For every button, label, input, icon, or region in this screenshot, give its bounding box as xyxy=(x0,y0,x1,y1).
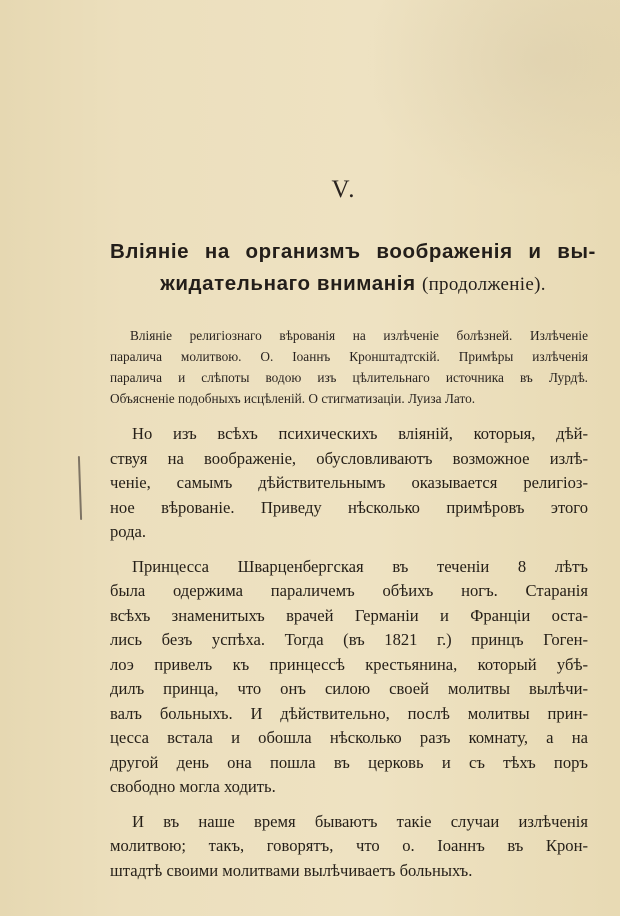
text-line: лись безъ успѣха. Тогда (въ 1821 г.) принцъ Гоген- xyxy=(110,630,588,649)
chapter-title xyxy=(110,236,596,301)
paragraph-2 xyxy=(110,555,588,800)
text-line: лоэ привелъ къ принцессѣ крестьянина, который убѣ- xyxy=(110,654,588,674)
text-line: валъ больныхъ. И дѣйствительно, послѣ молитвы прин- xyxy=(110,703,588,723)
text-line: другой день она пошла въ церковь и съ тѣхъ поръ xyxy=(110,752,588,772)
text-line: ченіе, самымъ дѣйствительнымъ оказывается религіоз- xyxy=(110,473,588,492)
text-line: штадтѣ своими молитвами вылѣчиваетъ больныхъ. xyxy=(110,860,473,880)
chapter-number: V. xyxy=(331,176,357,203)
text-line: И въ наше время бываютъ такіе случаи излѣченія xyxy=(132,811,588,831)
text-line: всѣхъ знаменитыхъ врачей Германіи и Франціи оста- xyxy=(110,605,588,625)
text-line: дилъ принца, что онъ силою своей молитвы вылѣчи- xyxy=(110,679,588,698)
text-line: рода. xyxy=(110,522,147,541)
synopsis-line: паралича молитвою. О. Іоаннъ Кронштадтскій. Примѣры излѣченія xyxy=(110,349,588,364)
synopsis-line: Объясненіе подобныхъ исцѣленій. О стигматизаціи. Луиза Лато. xyxy=(110,391,476,406)
text-line: молитвою; такъ, говорятъ, что о. Іоаннъ въ Крон- xyxy=(110,836,588,855)
margin-pencil-mark xyxy=(78,456,82,520)
show-through-shading xyxy=(360,0,620,200)
chapter-title-main: Вліяніе на организмъ воображенія и вы-жидательнаго вниманія xyxy=(110,240,596,295)
text-line: ствуя на воображеніе, обусловливаютъ возможное излѣ- xyxy=(110,448,588,468)
chapter-title-subtitle: (продолженіе). xyxy=(421,274,546,295)
text-line: свободно могла ходить. xyxy=(110,777,276,796)
text-line: цесса встала и обошла нѣсколько разъ комнату, а на xyxy=(110,728,588,747)
text-line: ное вѣрованіе. Приведу нѣсколько примѣровъ этого xyxy=(110,497,588,517)
text-line: Но изъ всѣхъ психическихъ вліяній, которыя, дѣй- xyxy=(132,424,588,443)
text-line: Принцесса Шварценбергская въ теченіи 8 лѣтъ xyxy=(132,556,588,576)
paragraph-1 xyxy=(110,422,588,545)
body-text xyxy=(110,422,588,893)
chapter-synopsis xyxy=(110,325,588,409)
text-line: была одержима параличемъ обѣихъ ногъ. Старанія xyxy=(110,581,588,600)
synopsis-line: паралича и слѣпоты водою изъ цѣлительнаго источника въ Лурдѣ. xyxy=(110,370,588,385)
paragraph-3 xyxy=(110,810,588,884)
synopsis-line: Вліяніе религіознаго вѣрованія на излѣченіе болѣзней. Излѣченіе xyxy=(130,328,588,343)
